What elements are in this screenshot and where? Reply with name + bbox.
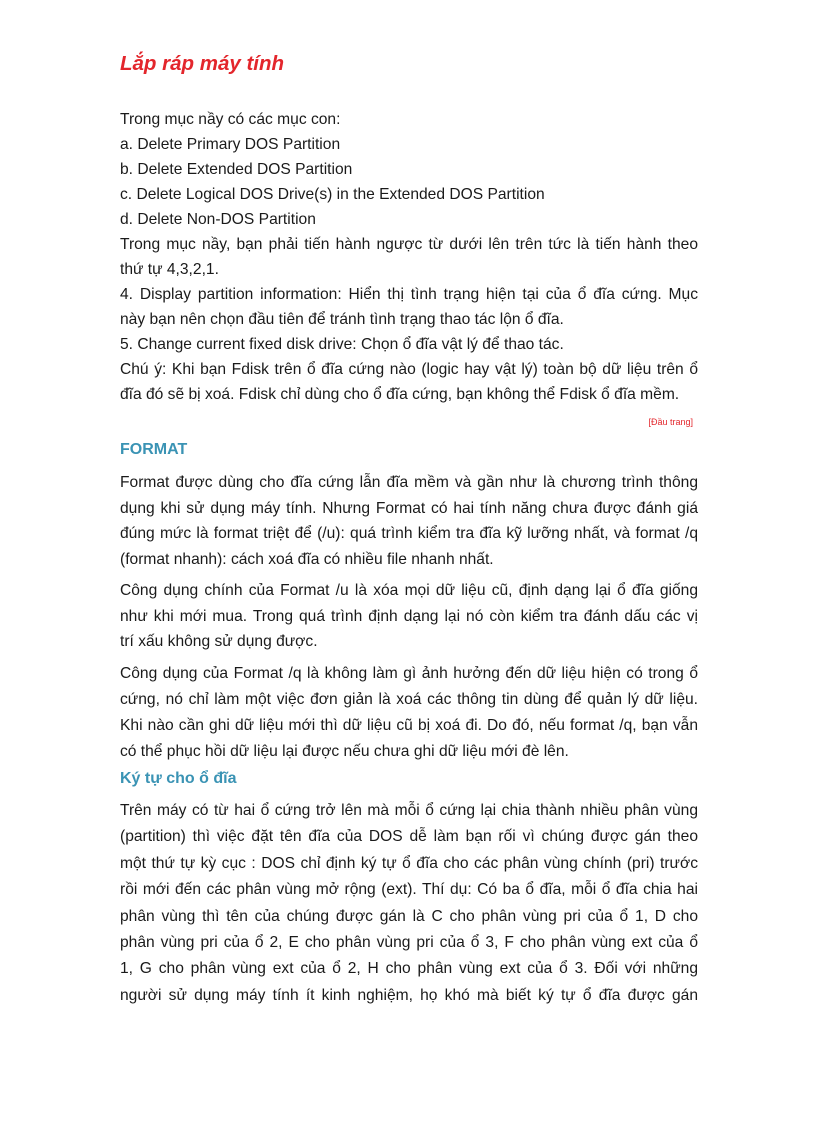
change-line: 5. Change current fixed disk drive: Chọn ổ đĩa vật lý để thao tác.: [120, 336, 564, 353]
order-line: Trong mục nầy, bạn phải tiến hành ngược từ dưới lên trên tức là tiến hành theo: [120, 236, 698, 253]
paragraph-line: như khi mới mua. Trong quá trình định dạng lại nó còn kiểm tra đánh dấu các vị: [120, 607, 698, 625]
format-paragraph-3: [120, 661, 698, 765]
paragraph-line: Format được dùng cho đĩa cứng lẫn đĩa mềm và gần như là chương trình thông: [120, 474, 698, 491]
list-item: a. Delete Primary DOS Partition: [120, 136, 341, 153]
list-item: d. Delete Non-DOS Partition: [120, 211, 316, 228]
paragraph-line: rồi mới đến các phân vùng mở rộng (ext). Thí dụ: Có ba ổ đĩa, mỗi ổ đĩa chia hai: [120, 881, 698, 899]
display-line: 4. Display partition information: Hiển thị tình trạng hiện tại của ổ đĩa cứng. Mục: [120, 286, 698, 303]
paragraph-line: phân vùng pri của ổ 2, E cho phân vùng pri của ổ 3, F cho phân vùng ext của ổ: [120, 934, 698, 952]
paragraph-line: Công dụng chính của Format /u là xóa mọi dữ liệu cũ, định dạng lại ổ đĩa giống: [120, 582, 698, 599]
intro-section: [120, 107, 698, 407]
paragraph-line: trí xấu không sử dụng được.: [120, 633, 318, 650]
list-item: c. Delete Logical DOS Drive(s) in the Extended DOS Partition: [120, 186, 545, 203]
paragraph-line: Công dụng của Format /q là không làm gì ảnh hưởng đến dữ liệu hiện có trong ổ: [120, 665, 698, 682]
paragraph-line: cứng, nó chỉ làm một việc đơn giản là xoá các thông tin dùng để quản lý dữ liệu.: [120, 691, 698, 708]
paragraph-line: (partition) thì việc đặt tên đĩa của DOS dễ làm bạn rối vì chúng được gán theo: [120, 828, 698, 846]
order-line: thứ tự 4,3,2,1.: [120, 261, 219, 278]
intro-line: Trong mục nầy có các mục con:: [120, 111, 341, 128]
page-title: Lắp ráp máy tính: [120, 52, 285, 75]
list-item: b. Delete Extended DOS Partition: [120, 161, 353, 178]
format-heading: FORMAT: [120, 441, 188, 458]
paragraph-line: 1, G cho phân vùng ext của ổ 2, H cho phân vùng ext của ổ 3. Đối với những: [120, 960, 698, 978]
note-line: Chú ý: Khi bạn Fdisk trên ổ đĩa cứng nào (logic hay vật lý) toàn bộ dữ liệu trên ổ: [120, 361, 698, 378]
paragraph-line: có thể phục hồi dữ liệu lại được nếu chưa ghi dữ liệu mới đè lên.: [120, 743, 569, 760]
paragraph-line: người sử dụng máy tính ít kinh nghiệm, họ khó mà biết ký tự ổ đĩa được gán: [120, 986, 698, 1004]
drive-letters-heading: Ký tự cho ổ đĩa: [120, 770, 237, 787]
paragraph-line: Trên máy có từ hai ổ cứng trở lên mà mỗi ổ cứng lại chia thành nhiều phân vùng: [120, 802, 698, 819]
display-line: này bạn nên chọn đầu tiên để tránh tình trạng thao tác lộn ổ đĩa.: [120, 311, 564, 328]
back-to-top-link[interactable]: [Đầu trang]: [648, 417, 693, 427]
format-paragraph-1: [120, 470, 698, 572]
paragraph-line: dụng khi sử dụng máy tính. Nhưng Format có hai tính năng chưa được đánh giá: [120, 499, 698, 517]
note-line: đĩa đó sẽ bị xoá. Fdisk chỉ dùng cho ổ đĩa cứng, bạn không thể Fdisk ổ đĩa mềm.: [120, 386, 680, 403]
paragraph-line: một thứ tự kỳ cục : DOS chỉ định ký tự ổ đĩa cho các phân vùng chính (pri) trước: [120, 854, 698, 872]
drive-letters-paragraph: [120, 798, 698, 1009]
paragraph-line: phân vùng thì tên của chúng được gán là C cho phân vùng pri của ổ 1, D cho: [120, 907, 698, 925]
paragraph-line: Khi nào cần ghi dữ liệu mới thì dữ liệu cũ bị xoá đi. Do đó, nếu format /q, bạn vẫn: [120, 717, 698, 734]
paragraph-line: đúng mức là format triệt để (/u): quá trình kiểm tra đĩa kỹ lưỡng nhất, và format /q: [120, 525, 698, 542]
paragraph-line: (format nhanh): cách xoá đĩa có nhiều file nhanh nhất.: [120, 550, 494, 568]
format-paragraph-2: [120, 578, 698, 655]
